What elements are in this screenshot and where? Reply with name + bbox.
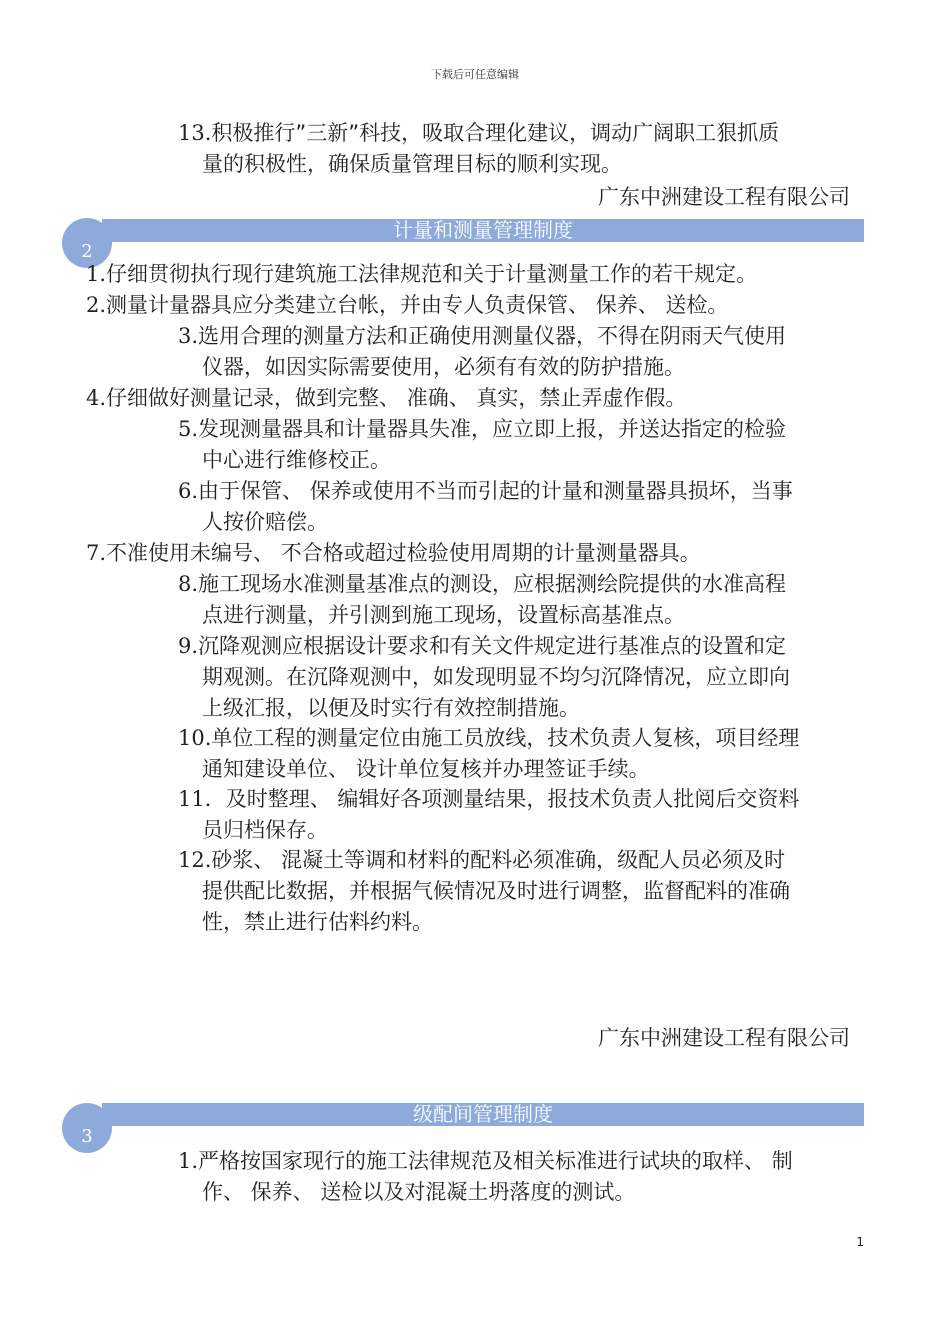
list-item [178, 321, 786, 383]
list-item [178, 1146, 793, 1208]
company-name: 广东中洲建设工程有限公司 [598, 185, 850, 209]
item-text: 单位工程的测量定位由施工员放线，技术负责人复核，项目经理 [211, 726, 800, 750]
item-number: 8. [178, 572, 199, 596]
item-text: 施工现场水准测量基准点的测设，应根据测绘院提供的水准高程 [198, 572, 787, 596]
list-item [178, 118, 779, 180]
item-text: 中心进行维修校正。 [202, 448, 391, 472]
item-number: 7. [86, 541, 107, 565]
item-number: 11． [178, 787, 226, 811]
item-text: 仔细做好测量记录，做到完整、 准确、 真实，禁止弄虚作假。 [106, 386, 687, 410]
item-text: 测量计量器具应分类建立台帐，并由专人负责保管、 保养、 送检。 [106, 293, 729, 317]
item-text: 期观测。在沉降观测中，如发现明显不均匀沉降情况，应立即向 [202, 665, 790, 689]
list-item [178, 723, 799, 785]
list-item [86, 538, 701, 569]
section-number-badge: 2 [62, 218, 112, 268]
item-text: 人按价赔偿。 [202, 510, 328, 534]
item-text: 严格按国家现行的施工法律规范及相关标准进行试块的取样、 制 [198, 1149, 793, 1173]
item-text: 提供配比数据，并根据气候情况及时进行调整，监督配料的准确 [202, 879, 790, 903]
list-item [178, 476, 793, 538]
list-item [178, 414, 786, 476]
item-text: 性，禁止进行估料约料。 [202, 910, 433, 934]
item-text: 不准使用未编号、 不合格或超过检验使用周期的计量测量器具。 [106, 541, 701, 565]
list-item [86, 383, 686, 414]
item-text: 由于保管、 保养或使用不当而引起的计量和测量器具损坏，当事 [198, 479, 793, 503]
list-item [178, 845, 790, 938]
item-number: 9. [178, 634, 199, 658]
item-number: 12. [178, 848, 212, 872]
company-name: 广东中洲建设工程有限公司 [598, 1026, 850, 1050]
header-note: 下载后可任意编辑 [431, 68, 519, 81]
item-number: 5. [178, 417, 199, 441]
item-text: 及时整理、 编辑好各项测量结果，报技术负责人批阅后交资料 [225, 787, 800, 811]
item-number: 1. [86, 262, 107, 286]
item-text: 仔细贯彻执行现行建筑施工法律规范和关于计量测量工作的若干规定。 [106, 262, 758, 286]
item-text: 发现测量器具和计量器具失准，应立即上报，并送达指定的检验 [198, 417, 787, 441]
item-number: 6. [178, 479, 199, 503]
list-item [178, 784, 799, 846]
item-text: 作、 保养、 送检以及对混凝土坍落度的测试。 [202, 1180, 636, 1204]
item-text: 仪器，如因实际需要使用，必须有有效的防护措施。 [202, 355, 685, 379]
item-number: 10. [178, 726, 212, 750]
list-item [178, 631, 790, 724]
item-text: 点进行测量，并引测到施工现场，设置标高基准点。 [202, 603, 685, 627]
item-number: 3. [178, 324, 199, 348]
item-text: 选用合理的测量方法和正确使用测量仪器，不得在阴雨天气使用 [198, 324, 787, 348]
item-text: 沉降观测应根据设计要求和有关文件规定进行基准点的设置和定 [198, 634, 787, 658]
item-text: 积极推行”三新”科技，吸取合理化建议，调动广阔职工狠抓质 [211, 121, 780, 145]
item-text: 员归档保存。 [202, 818, 328, 842]
item-text: 砂浆、 混凝土等调和材料的配料必须准确，级配人员必须及时 [211, 848, 786, 872]
page-number: 1 [856, 1235, 864, 1249]
list-item [86, 259, 757, 290]
item-text: 上级汇报，以便及时实行有效控制措施。 [202, 696, 580, 720]
item-number: 2. [86, 293, 107, 317]
item-number: 4. [86, 386, 107, 410]
item-number: 13. [178, 121, 212, 145]
list-item [178, 569, 786, 631]
item-text: 量的积极性，确保质量管理目标的顺利实现。 [202, 152, 622, 176]
item-text: 通知建设单位、 设计单位复核并办理签证手续。 [202, 757, 650, 781]
list-item [86, 290, 728, 321]
section-title: 计量和测量管理制度 [102, 219, 864, 242]
item-number: 1. [178, 1149, 199, 1173]
section-number-badge: 3 [62, 1103, 112, 1153]
section-title: 级配间管理制度 [102, 1103, 864, 1126]
